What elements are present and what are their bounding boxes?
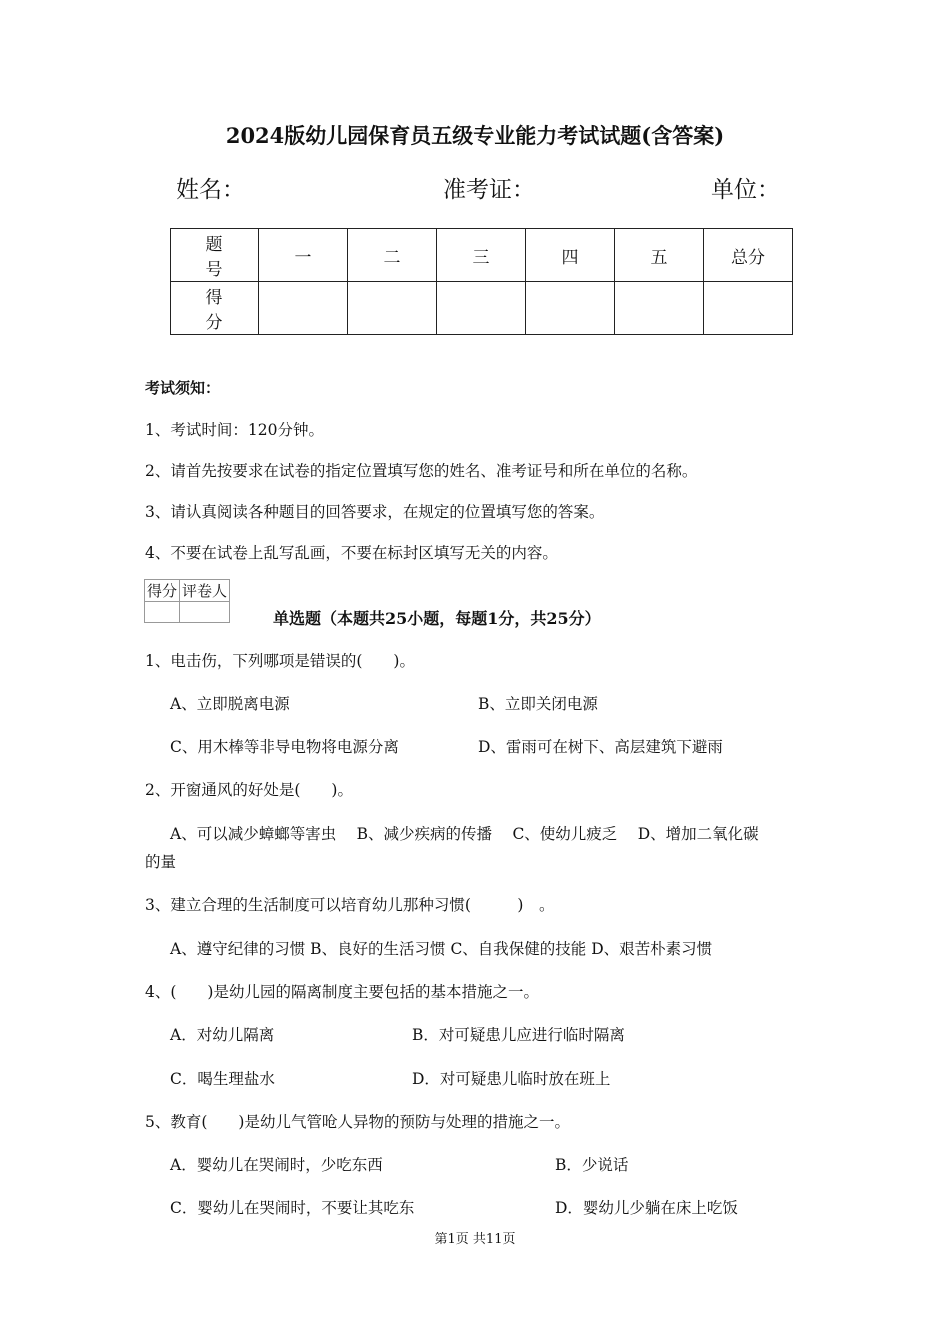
option-line: A、可以减少蟑螂等害虫 B、减少疾病的传播 C、使幼儿疲乏 D、增加二氧化碳 — [170, 825, 759, 843]
grader-box — [144, 579, 230, 623]
notice-item: 1、考试时间：120分钟。 — [145, 421, 324, 439]
option-c: C．婴幼儿在哭闹时，不要让其吃东 — [170, 1199, 415, 1217]
grader-reviewer-cell — [180, 602, 230, 623]
document-title: 2024版幼儿园保育员五级专业能力考试试题(含答案) — [225, 123, 725, 148]
question-stem: 4、( )是幼儿园的隔离制度主要包括的基本措施之一。 — [145, 983, 539, 1001]
score-table-empty-cell — [704, 282, 793, 335]
notice-title: 考试须知： — [145, 379, 221, 397]
page-footer: 第1页 共11页 — [434, 1232, 516, 1247]
score-table-header-row — [171, 229, 793, 282]
score-table-empty-cell — [348, 282, 437, 335]
question-stem: 2、开窗通风的好处是( )。 — [145, 781, 353, 799]
question-stem: 3、建立合理的生活制度可以培育幼儿那种习惯( ) 。 — [145, 896, 555, 914]
option-c: C、用木棒等非导电物将电源分离 — [170, 738, 399, 756]
score-table-cell: 得 分 — [171, 282, 259, 335]
section-title: 单选题（本题共25小题，每题1分，共25分） — [273, 609, 601, 628]
score-table-cell: 二 — [348, 229, 437, 282]
question-stem: 1、电击伤，下列哪项是错误的( )。 — [145, 652, 415, 670]
score-table — [170, 228, 793, 335]
option-d: D、雷雨可在树下、高层建筑下避雨 — [478, 738, 723, 756]
grader-score-label: 得分 — [145, 580, 180, 602]
unit-label: 单位： — [711, 177, 780, 203]
notice-item: 2、请首先按要求在试卷的指定位置填写您的姓名、准考证号和所在单位的名称。 — [145, 462, 698, 480]
score-table-empty-cell — [437, 282, 526, 335]
question-stem: 5、教育( )是幼儿气管呛人异物的预防与处理的措施之一。 — [145, 1113, 570, 1131]
exam-id-label: 准考证： — [443, 177, 535, 203]
score-table-cell: 总分 — [704, 229, 793, 282]
score-table-cell: 三 — [437, 229, 526, 282]
score-table-cell: 题 号 — [171, 229, 259, 282]
option-b: B．少说话 — [555, 1156, 629, 1174]
option-b: B、立即关闭电源 — [478, 695, 598, 713]
grader-score-cell — [145, 602, 180, 623]
notice-item: 4、不要在试卷上乱写乱画，不要在标封区填写无关的内容。 — [145, 544, 558, 562]
score-table-empty-cell — [615, 282, 704, 335]
option-a: A、立即脱离电源 — [170, 695, 290, 713]
option-line: A、遵守纪律的习惯 B、良好的生活习惯 C、自我保健的技能 D、艰苦朴素习惯 — [170, 940, 713, 958]
score-table-cell: 四 — [526, 229, 615, 282]
grader-reviewer-label: 评卷人 — [180, 580, 230, 602]
score-table-cell: 五 — [615, 229, 704, 282]
option-b: B．对可疑患儿应进行临时隔离 — [412, 1026, 625, 1044]
notice-item: 3、请认真阅读各种题目的回答要求，在规定的位置填写您的答案。 — [145, 503, 605, 521]
option-line: 的量 — [145, 853, 177, 871]
score-table-cell: 一 — [259, 229, 348, 282]
score-table-empty-cell — [526, 282, 615, 335]
name-label: 姓名： — [176, 177, 245, 203]
score-table-empty-cell — [259, 282, 348, 335]
option-c: C．喝生理盐水 — [170, 1070, 275, 1088]
option-a: A．婴幼儿在哭闹时，少吃东西 — [170, 1156, 383, 1174]
option-d: D．对可疑患儿临时放在班上 — [412, 1070, 611, 1088]
option-a: A．对幼儿隔离 — [170, 1026, 275, 1044]
score-table-score-row — [171, 282, 793, 335]
option-d: D．婴幼儿少躺在床上吃饭 — [555, 1199, 738, 1217]
